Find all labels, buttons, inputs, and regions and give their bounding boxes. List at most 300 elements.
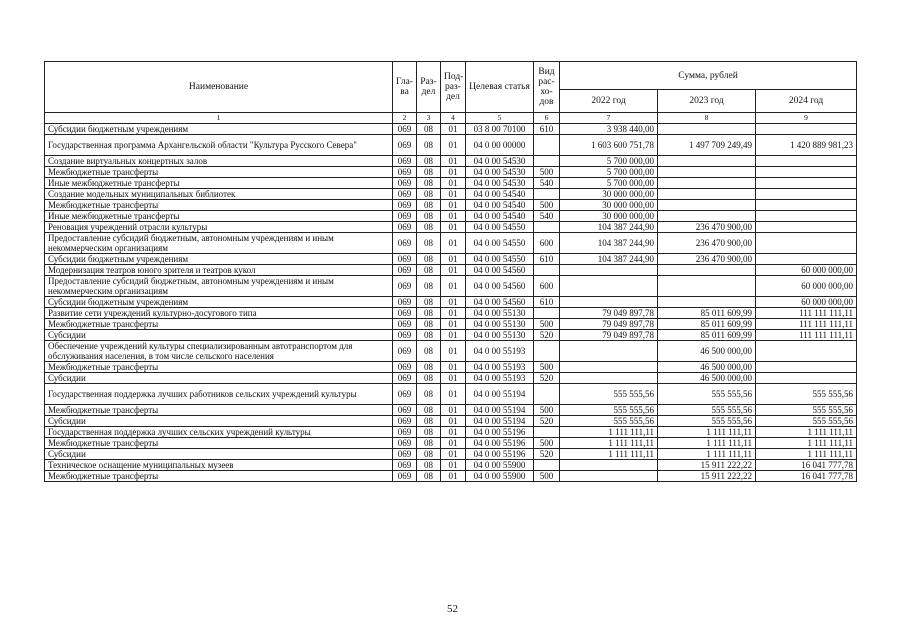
cell-y2022: 3 938 440,00 [560, 124, 658, 135]
cell-glava: 069 [393, 233, 417, 254]
cell-razdel: 08 [417, 384, 441, 405]
cell-y2022: 1 603 600 751,78 [560, 135, 658, 156]
cell-razdel: 08 [417, 211, 441, 222]
cell-y2024 [756, 373, 857, 384]
cell-target: 04 0 00 54560 [466, 265, 534, 276]
header-2022: 2022 год [560, 90, 658, 113]
column-number: 6 [534, 113, 560, 124]
cell-podrazdel: 01 [441, 178, 466, 189]
cell-name: Субсидии [45, 330, 393, 341]
cell-y2023: 15 911 222,22 [658, 460, 756, 471]
table-row [45, 341, 857, 362]
cell-y2024: 1 111 111,11 [756, 449, 857, 460]
cell-y2023 [658, 200, 756, 211]
cell-razdel: 08 [417, 460, 441, 471]
cell-glava: 069 [393, 460, 417, 471]
cell-name: Создание модельных муниципальных библиотек [45, 189, 393, 200]
cell-vid: 600 [534, 233, 560, 254]
cell-name: Создание виртуальных концертных залов [45, 156, 393, 167]
cell-y2024: 1 111 111,11 [756, 427, 857, 438]
cell-y2023: 555 555,56 [658, 384, 756, 405]
header-2024: 2024 год [756, 90, 857, 113]
cell-razdel: 08 [417, 124, 441, 135]
cell-name: Межбюджетные трансферты [45, 319, 393, 330]
table-row [45, 189, 857, 200]
cell-target: 04 0 00 55900 [466, 460, 534, 471]
cell-razdel: 08 [417, 167, 441, 178]
cell-name: Иные межбюджетные трансферты [45, 178, 393, 189]
cell-podrazdel: 01 [441, 211, 466, 222]
table-row [45, 156, 857, 167]
cell-glava: 069 [393, 384, 417, 405]
cell-y2022: 555 555,56 [560, 405, 658, 416]
cell-y2022: 79 049 897,78 [560, 319, 658, 330]
cell-glava: 069 [393, 341, 417, 362]
cell-y2022 [560, 276, 658, 297]
column-number: 8 [658, 113, 756, 124]
cell-y2024: 1 420 889 981,23 [756, 135, 857, 156]
cell-y2024: 555 555,56 [756, 416, 857, 427]
cell-razdel: 08 [417, 330, 441, 341]
cell-glava: 069 [393, 438, 417, 449]
column-number: 1 [45, 113, 393, 124]
cell-razdel: 08 [417, 189, 441, 200]
cell-target: 04 0 00 54530 [466, 156, 534, 167]
table-row [45, 135, 857, 156]
cell-target: 04 0 00 54550 [466, 222, 534, 233]
cell-y2023 [658, 297, 756, 308]
cell-razdel: 08 [417, 438, 441, 449]
cell-podrazdel: 01 [441, 471, 466, 482]
cell-razdel: 08 [417, 135, 441, 156]
cell-podrazdel: 01 [441, 449, 466, 460]
table-row [45, 308, 857, 319]
cell-podrazdel: 01 [441, 308, 466, 319]
cell-target: 04 0 00 55194 [466, 416, 534, 427]
header-podrazdel: Под-раз-дел [441, 62, 466, 113]
cell-y2024 [756, 167, 857, 178]
cell-name: Межбюджетные трансферты [45, 167, 393, 178]
table-row [45, 233, 857, 254]
cell-y2024: 111 111 111,11 [756, 330, 857, 341]
cell-name: Развитие сети учреждений культурно-досугового типа [45, 308, 393, 319]
table-row [45, 384, 857, 405]
cell-razdel: 08 [417, 373, 441, 384]
cell-glava: 069 [393, 222, 417, 233]
cell-target: 04 0 00 54530 [466, 167, 534, 178]
cell-podrazdel: 01 [441, 200, 466, 211]
cell-target: 04 0 00 54560 [466, 276, 534, 297]
cell-vid: 540 [534, 178, 560, 189]
cell-y2022 [560, 460, 658, 471]
cell-target: 04 0 00 55194 [466, 405, 534, 416]
cell-podrazdel: 01 [441, 405, 466, 416]
table-row [45, 211, 857, 222]
cell-razdel: 08 [417, 471, 441, 482]
cell-y2022: 104 387 244,90 [560, 233, 658, 254]
cell-vid [534, 135, 560, 156]
cell-vid [534, 189, 560, 200]
cell-razdel: 08 [417, 178, 441, 189]
cell-y2024 [756, 233, 857, 254]
cell-y2022: 30 000 000,00 [560, 189, 658, 200]
table-row [45, 330, 857, 341]
cell-y2022: 555 555,56 [560, 416, 658, 427]
cell-y2022: 5 700 000,00 [560, 156, 658, 167]
table-row [45, 167, 857, 178]
cell-vid: 540 [534, 211, 560, 222]
cell-glava: 069 [393, 427, 417, 438]
cell-y2023: 1 111 111,11 [658, 438, 756, 449]
cell-y2023 [658, 265, 756, 276]
cell-y2024: 16 041 777,78 [756, 460, 857, 471]
cell-glava: 069 [393, 449, 417, 460]
cell-vid: 520 [534, 449, 560, 460]
cell-y2023: 236 470 900,00 [658, 222, 756, 233]
table-row [45, 222, 857, 233]
cell-y2024 [756, 211, 857, 222]
cell-y2024 [756, 156, 857, 167]
table-row [45, 265, 857, 276]
cell-target: 04 0 00 55196 [466, 449, 534, 460]
cell-target: 04 0 00 00000 [466, 135, 534, 156]
cell-y2024: 60 000 000,00 [756, 265, 857, 276]
cell-name: Субсидии бюджетным учреждениям [45, 124, 393, 135]
cell-y2022: 5 700 000,00 [560, 167, 658, 178]
header-2023: 2023 год [658, 90, 756, 113]
header-target: Целевая статья [466, 62, 534, 113]
cell-podrazdel: 01 [441, 330, 466, 341]
table-row [45, 471, 857, 482]
cell-name: Субсидии бюджетным учреждениям [45, 297, 393, 308]
cell-y2023: 46 500 000,00 [658, 362, 756, 373]
cell-y2022 [560, 341, 658, 362]
cell-name: Государственная поддержка лучших работников сельских учреждений культуры [45, 384, 393, 405]
column-number: 5 [466, 113, 534, 124]
cell-y2024: 60 000 000,00 [756, 276, 857, 297]
cell-name: Межбюджетные трансферты [45, 405, 393, 416]
cell-target: 04 0 00 54530 [466, 178, 534, 189]
column-number: 4 [441, 113, 466, 124]
cell-target: 03 8 00 70100 [466, 124, 534, 135]
table-row [45, 362, 857, 373]
cell-glava: 069 [393, 189, 417, 200]
cell-y2022 [560, 265, 658, 276]
cell-name: Субсидии [45, 449, 393, 460]
table-row [45, 124, 857, 135]
cell-glava: 069 [393, 373, 417, 384]
cell-podrazdel: 01 [441, 362, 466, 373]
cell-y2022: 104 387 244,90 [560, 222, 658, 233]
cell-razdel: 08 [417, 427, 441, 438]
cell-glava: 069 [393, 471, 417, 482]
cell-target: 04 0 00 55196 [466, 438, 534, 449]
cell-vid [534, 341, 560, 362]
cell-glava: 069 [393, 276, 417, 297]
cell-y2023: 555 555,56 [658, 405, 756, 416]
cell-vid [534, 222, 560, 233]
column-number: 7 [560, 113, 658, 124]
cell-y2023 [658, 124, 756, 135]
cell-y2023: 1 111 111,11 [658, 427, 756, 438]
cell-target: 04 0 00 54550 [466, 254, 534, 265]
cell-y2024 [756, 362, 857, 373]
cell-target: 04 0 00 54540 [466, 211, 534, 222]
cell-y2022 [560, 471, 658, 482]
table-row [45, 254, 857, 265]
cell-podrazdel: 01 [441, 297, 466, 308]
cell-podrazdel: 01 [441, 156, 466, 167]
cell-name: Обеспечение учреждений культуры специализированным автотранспортом для обслуживания населения, в том числе сельского населения [45, 341, 393, 362]
cell-target: 04 0 00 55193 [466, 362, 534, 373]
cell-vid: 520 [534, 373, 560, 384]
header-glava: Гла-ва [393, 62, 417, 113]
cell-y2022: 1 111 111,11 [560, 427, 658, 438]
cell-glava: 069 [393, 167, 417, 178]
cell-y2022: 79 049 897,78 [560, 330, 658, 341]
table-row [45, 427, 857, 438]
table-row [45, 319, 857, 330]
cell-name: Субсидии [45, 416, 393, 427]
cell-glava: 069 [393, 200, 417, 211]
cell-y2024 [756, 189, 857, 200]
table-row [45, 200, 857, 211]
cell-y2024 [756, 200, 857, 211]
cell-glava: 069 [393, 156, 417, 167]
cell-razdel: 08 [417, 233, 441, 254]
cell-y2023 [658, 178, 756, 189]
cell-razdel: 08 [417, 265, 441, 276]
column-number: 9 [756, 113, 857, 124]
cell-y2024 [756, 341, 857, 362]
cell-target: 04 0 00 54540 [466, 200, 534, 211]
cell-y2024: 111 111 111,11 [756, 319, 857, 330]
cell-target: 04 0 00 54550 [466, 233, 534, 254]
column-number: 2 [393, 113, 417, 124]
cell-y2022: 79 049 897,78 [560, 308, 658, 319]
table-row [45, 373, 857, 384]
cell-glava: 069 [393, 254, 417, 265]
cell-podrazdel: 01 [441, 427, 466, 438]
cell-podrazdel: 01 [441, 416, 466, 427]
header-name: Наименование [45, 62, 393, 113]
cell-podrazdel: 01 [441, 438, 466, 449]
cell-target: 04 0 00 54540 [466, 189, 534, 200]
table-row [45, 416, 857, 427]
cell-vid: 500 [534, 200, 560, 211]
cell-glava: 069 [393, 405, 417, 416]
cell-y2023: 1 111 111,11 [658, 449, 756, 460]
cell-razdel: 08 [417, 254, 441, 265]
cell-y2023: 236 470 900,00 [658, 233, 756, 254]
cell-name: Государственная поддержка лучших сельских учреждений культуры [45, 427, 393, 438]
cell-y2024: 16 041 777,78 [756, 471, 857, 482]
column-number-row [45, 113, 857, 124]
cell-y2022: 104 387 244,90 [560, 254, 658, 265]
cell-podrazdel: 01 [441, 189, 466, 200]
cell-razdel: 08 [417, 276, 441, 297]
cell-glava: 069 [393, 362, 417, 373]
cell-y2022: 1 111 111,11 [560, 438, 658, 449]
cell-vid: 500 [534, 405, 560, 416]
cell-razdel: 08 [417, 362, 441, 373]
cell-razdel: 08 [417, 308, 441, 319]
table-row [45, 438, 857, 449]
cell-y2023: 236 470 900,00 [658, 254, 756, 265]
cell-y2023 [658, 211, 756, 222]
cell-podrazdel: 01 [441, 265, 466, 276]
cell-name: Предоставление субсидий бюджетным, автономным учреждениям и иным некоммерческим организациям [45, 276, 393, 297]
cell-y2022 [560, 297, 658, 308]
page-number: 52 [447, 603, 458, 615]
column-number: 3 [417, 113, 441, 124]
cell-y2023: 85 011 609,99 [658, 308, 756, 319]
cell-glava: 069 [393, 330, 417, 341]
cell-y2024 [756, 124, 857, 135]
cell-vid [534, 265, 560, 276]
cell-name: Реновация учреждений отрасли культуры [45, 222, 393, 233]
cell-vid: 500 [534, 471, 560, 482]
cell-y2023 [658, 167, 756, 178]
cell-podrazdel: 01 [441, 135, 466, 156]
cell-name: Предоставление субсидий бюджетным, автономным учреждениям и иным некоммерческим организациям [45, 233, 393, 254]
cell-target: 04 0 00 55196 [466, 427, 534, 438]
cell-razdel: 08 [417, 222, 441, 233]
cell-y2024 [756, 178, 857, 189]
cell-glava: 069 [393, 319, 417, 330]
cell-y2024 [756, 222, 857, 233]
cell-vid: 520 [534, 416, 560, 427]
cell-glava: 069 [393, 178, 417, 189]
cell-vid: 500 [534, 362, 560, 373]
cell-podrazdel: 01 [441, 384, 466, 405]
cell-y2023: 85 011 609,99 [658, 330, 756, 341]
header-vid: Вид рас-хо-дов [534, 62, 560, 113]
table-row [45, 460, 857, 471]
cell-podrazdel: 01 [441, 460, 466, 471]
table-row [45, 405, 857, 416]
cell-vid: 600 [534, 276, 560, 297]
cell-podrazdel: 01 [441, 341, 466, 362]
cell-vid: 500 [534, 319, 560, 330]
cell-y2022: 30 000 000,00 [560, 200, 658, 211]
cell-y2023: 15 911 222,22 [658, 471, 756, 482]
cell-razdel: 08 [417, 319, 441, 330]
cell-name: Межбюджетные трансферты [45, 438, 393, 449]
cell-name: Субсидии бюджетным учреждениям [45, 254, 393, 265]
cell-vid: 610 [534, 297, 560, 308]
cell-glava: 069 [393, 265, 417, 276]
cell-glava: 069 [393, 297, 417, 308]
cell-razdel: 08 [417, 156, 441, 167]
cell-target: 04 0 00 55130 [466, 319, 534, 330]
cell-podrazdel: 01 [441, 254, 466, 265]
cell-target: 04 0 00 55193 [466, 373, 534, 384]
cell-razdel: 08 [417, 449, 441, 460]
cell-podrazdel: 01 [441, 373, 466, 384]
header-razdel: Раз-дел [417, 62, 441, 113]
cell-y2023: 1 497 709 249,49 [658, 135, 756, 156]
cell-name: Модернизация театров юного зрителя и театров кукол [45, 265, 393, 276]
cell-y2023 [658, 189, 756, 200]
cell-y2024: 1 111 111,11 [756, 438, 857, 449]
cell-y2022: 30 000 000,00 [560, 211, 658, 222]
cell-y2024 [756, 254, 857, 265]
cell-podrazdel: 01 [441, 167, 466, 178]
cell-vid [534, 427, 560, 438]
cell-y2022: 5 700 000,00 [560, 178, 658, 189]
cell-y2024: 60 000 000,00 [756, 297, 857, 308]
cell-name: Межбюджетные трансферты [45, 362, 393, 373]
cell-target: 04 0 00 54560 [466, 297, 534, 308]
table-row [45, 297, 857, 308]
cell-vid: 520 [534, 330, 560, 341]
cell-y2022 [560, 373, 658, 384]
cell-y2024: 111 111 111,11 [756, 308, 857, 319]
cell-y2023 [658, 276, 756, 297]
cell-glava: 069 [393, 308, 417, 319]
cell-vid: 500 [534, 438, 560, 449]
cell-target: 04 0 00 55900 [466, 471, 534, 482]
cell-y2024: 555 555,56 [756, 384, 857, 405]
cell-y2023: 555 555,56 [658, 416, 756, 427]
cell-y2022: 1 111 111,11 [560, 449, 658, 460]
cell-glava: 069 [393, 211, 417, 222]
cell-name: Иные межбюджетные трансферты [45, 211, 393, 222]
header-sum: Сумма, рублей [560, 62, 857, 90]
table-body [45, 124, 857, 482]
cell-vid [534, 460, 560, 471]
cell-vid [534, 308, 560, 319]
cell-y2023: 85 011 609,99 [658, 319, 756, 330]
cell-y2024: 555 555,56 [756, 405, 857, 416]
cell-razdel: 08 [417, 416, 441, 427]
cell-target: 04 0 00 55194 [466, 384, 534, 405]
cell-name: Субсидии [45, 373, 393, 384]
table-row [45, 449, 857, 460]
cell-vid [534, 384, 560, 405]
cell-vid: 610 [534, 254, 560, 265]
budget-table [44, 61, 857, 482]
cell-name: Межбюджетные трансферты [45, 471, 393, 482]
cell-glava: 069 [393, 135, 417, 156]
table-row [45, 276, 857, 297]
cell-podrazdel: 01 [441, 222, 466, 233]
cell-podrazdel: 01 [441, 319, 466, 330]
table-row [45, 178, 857, 189]
cell-y2023: 46 500 000,00 [658, 373, 756, 384]
cell-vid: 610 [534, 124, 560, 135]
cell-razdel: 08 [417, 297, 441, 308]
cell-glava: 069 [393, 124, 417, 135]
cell-y2022: 555 555,56 [560, 384, 658, 405]
cell-name: Межбюджетные трансферты [45, 200, 393, 211]
cell-y2023: 46 500 000,00 [658, 341, 756, 362]
cell-name: Техническое оснащение муниципальных музеев [45, 460, 393, 471]
cell-podrazdel: 01 [441, 124, 466, 135]
cell-y2022 [560, 362, 658, 373]
cell-vid: 500 [534, 167, 560, 178]
cell-glava: 069 [393, 416, 417, 427]
cell-target: 04 0 00 55130 [466, 330, 534, 341]
cell-razdel: 08 [417, 200, 441, 211]
cell-podrazdel: 01 [441, 233, 466, 254]
cell-razdel: 08 [417, 405, 441, 416]
cell-target: 04 0 00 55193 [466, 341, 534, 362]
cell-razdel: 08 [417, 341, 441, 362]
cell-podrazdel: 01 [441, 276, 466, 297]
cell-target: 04 0 00 55130 [466, 308, 534, 319]
